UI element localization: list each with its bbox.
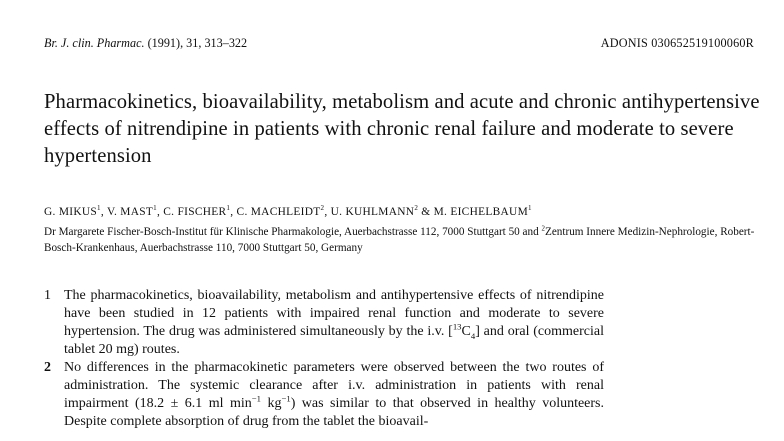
separator: ,: [324, 206, 331, 218]
unit-exponent: −1: [251, 393, 261, 404]
abstract-text: ) was similar to that observed in healthy volunteers. Despite complete absorption of drug from the tablet the bioavail-: [64, 396, 605, 429]
affiliation-1: Dr Margarete Fischer-Bosch-Institut für Klinische Pharmakologie, Auerbachstrasse 112, 7000 Stuttgart 50 and: [44, 226, 542, 238]
author: G. MIKUS: [44, 206, 98, 218]
author: U. KUHLMANN: [330, 206, 415, 218]
isotope-mass: 13: [452, 321, 462, 332]
affil-marker: 1: [528, 204, 532, 213]
abstract-text: No differences in the pharmacokinetic parameters were observed between the two routes of administration. The systemic clearance after i.v. administration in patients with renal impairment (18.2 ± 6.1 ml min: [64, 360, 604, 411]
journal-name: Br. J. clin. Pharmac.: [44, 36, 145, 50]
unit-exponent: −1: [281, 393, 291, 404]
affiliations: [44, 224, 774, 256]
separator: ,: [156, 206, 164, 218]
adonis-code: ADONIS 030652519100060R: [600, 36, 754, 50]
separator: &: [418, 206, 434, 218]
element-symbol: C: [461, 324, 471, 339]
affil-marker: 2: [541, 224, 545, 233]
abstract-text: The pharmacokinetics, bioavailability, metabolism and antihypertensive effects of nitrendipine have been studied in 12 patients with impaired renal function and moderate to severe hypertension. The drug was administered simultaneously by the i.v. [: [64, 288, 604, 339]
isotope-count: 4: [470, 330, 476, 341]
abstract-item: [44, 287, 604, 359]
author: M. EICHELBAUM: [433, 206, 529, 218]
journal-citation: (1991), 31, 313–322: [147, 36, 248, 50]
abstract-text: ] and oral (commercial tablet 20 mg) routes.: [64, 324, 604, 357]
affil-marker: 2: [414, 204, 419, 213]
affil-marker: 1: [153, 204, 157, 213]
author: C. MACHLEIDT: [236, 206, 321, 218]
author: C. FISCHER: [163, 206, 227, 218]
affil-marker: 1: [226, 204, 231, 213]
affil-marker: 1: [97, 204, 101, 213]
separator: ,: [100, 206, 107, 218]
affil-marker: 2: [320, 204, 325, 213]
abstract-text: kg: [260, 396, 282, 411]
affiliation-2: Zentrum Innere Medizin-Nephrologie, Robert-Bosch-Krankenhaus, Auerbachstrasse 110, 7000 Stuttgart 50, Germany: [44, 226, 755, 254]
item-number: 2: [44, 360, 51, 375]
abstract-item: [44, 359, 604, 431]
abstract: [44, 287, 604, 431]
author: V. MAST: [106, 206, 154, 218]
item-number: 1: [44, 288, 51, 303]
author-list: [44, 206, 532, 218]
separator: ,: [230, 206, 237, 218]
article-title: Pharmacokinetics, bioavailability, metabolism and acute and chronic antihypertensive effects of nitrendipine in patients with chronic renal failure and moderate to severe hypertension: [44, 91, 760, 167]
running-header: [44, 36, 754, 51]
